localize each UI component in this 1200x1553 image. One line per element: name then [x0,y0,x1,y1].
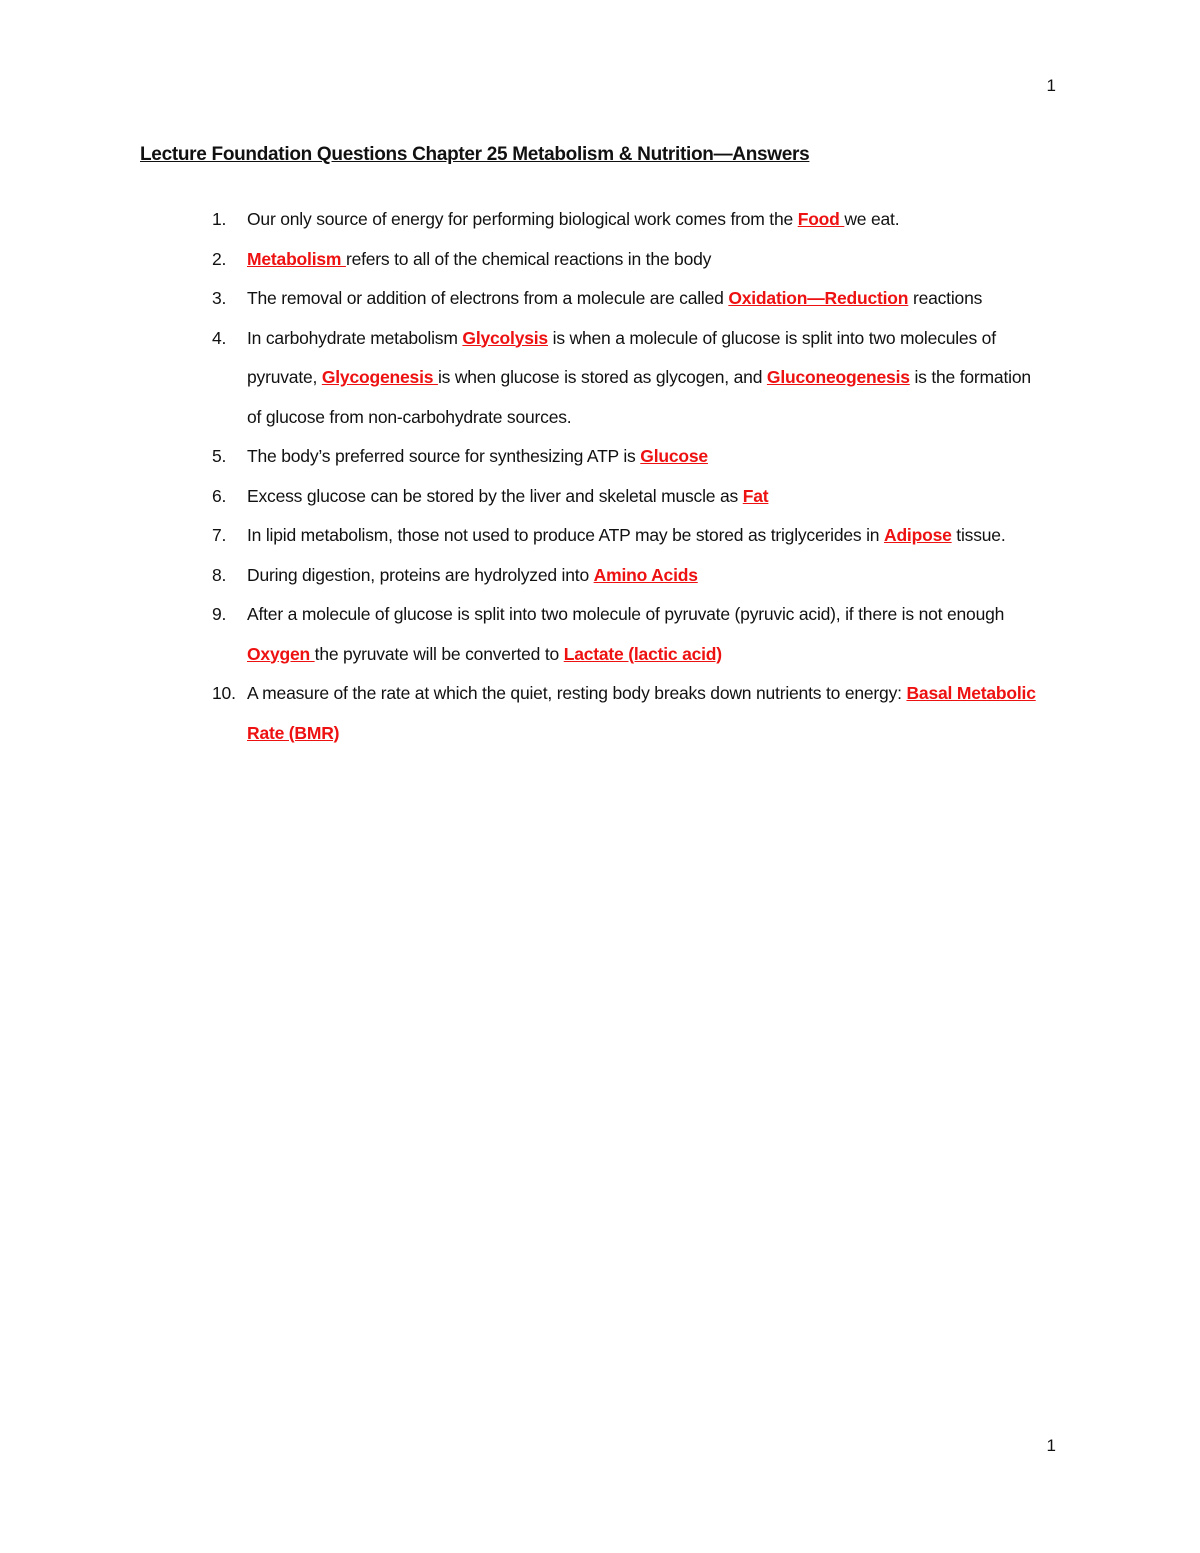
answer-text: Metabolism [247,248,346,269]
item-number: 6. [212,485,227,506]
answer-text: Food [797,209,845,229]
list-item [140,200,1040,240]
item-number: 4. [212,327,227,348]
question-text: In lipid metabolism, those not used to produce ATP may be stored as triglycerides in [247,525,884,545]
list-item [140,240,1040,280]
question-text: In carbohydrate metabolism [247,327,463,348]
page-number-header: 1 [1046,76,1056,95]
item-number: 2. [212,248,227,269]
question-text: is when glucose is stored as glycogen, and [437,367,767,387]
item-number: 8. [212,564,227,585]
answer-text: Lactate (lactic acid) [563,643,722,664]
answer-text: Adipose [884,525,952,545]
answer-text: Glycogenesis [321,367,438,387]
list-item [140,319,1040,438]
item-number: 1. [212,209,227,229]
list-item [140,556,1040,596]
answer-text: Amino Acids [593,564,698,585]
question-text: Excess glucose can be stored by the liver and skeletal muscle as [247,485,743,506]
question-text: During digestion, proteins are hydrolyzed into [247,564,594,585]
answer-text: Gluconeogenesis [766,367,910,387]
answer-text: Glucose [640,446,708,466]
item-number: 10. [212,683,236,703]
answer-text: Fat [742,485,769,506]
answer-text: Glycolysis [462,327,548,348]
list-item [140,437,1040,477]
answer-text: Oxidation—Reduction [728,288,909,308]
question-text: Our only source of energy for performing biological work comes from the [247,209,798,229]
page-number-footer: 1 [1046,1436,1056,1455]
item-number: 5. [212,446,227,466]
list-item [140,674,1040,753]
item-number: 9. [212,604,227,624]
question-text: The removal or addition of electrons from a molecule are called [247,288,729,308]
item-number: 3. [212,288,227,308]
list-item [140,477,1040,517]
answer-text: Oxygen [247,643,315,664]
question-text: is when a molecule of glucose is split into two molecules of pyruvate, [247,327,996,387]
question-text: tissue. [951,525,1006,545]
list-item [140,516,1040,556]
question-text: is the formation of glucose from non-carbohydrate sources. [247,367,1031,427]
question-text: The body’s preferred source for synthesizing ATP is [247,446,641,466]
answer-text: Basal Metabolic Rate (BMR) [247,683,1036,743]
question-text: we eat. [844,209,900,229]
list-item [140,595,1040,674]
question-text: reactions [908,288,983,308]
list-item [140,279,1040,319]
question-list [140,200,1040,753]
question-text: A measure of the rate at which the quiet, resting body breaks down nutrients to energy: [247,683,907,703]
question-text: After a molecule of glucose is split into two molecule of pyruvate (pyruvic acid), if there is not enough [247,604,1005,624]
item-number: 7. [212,525,227,545]
question-text: the pyruvate will be converted to [314,643,564,664]
question-text: refers to all of the chemical reactions in the body [345,248,712,269]
document-title: Lecture Foundation Questions Chapter 25 Metabolism & Nutrition—Answers [140,144,810,165]
